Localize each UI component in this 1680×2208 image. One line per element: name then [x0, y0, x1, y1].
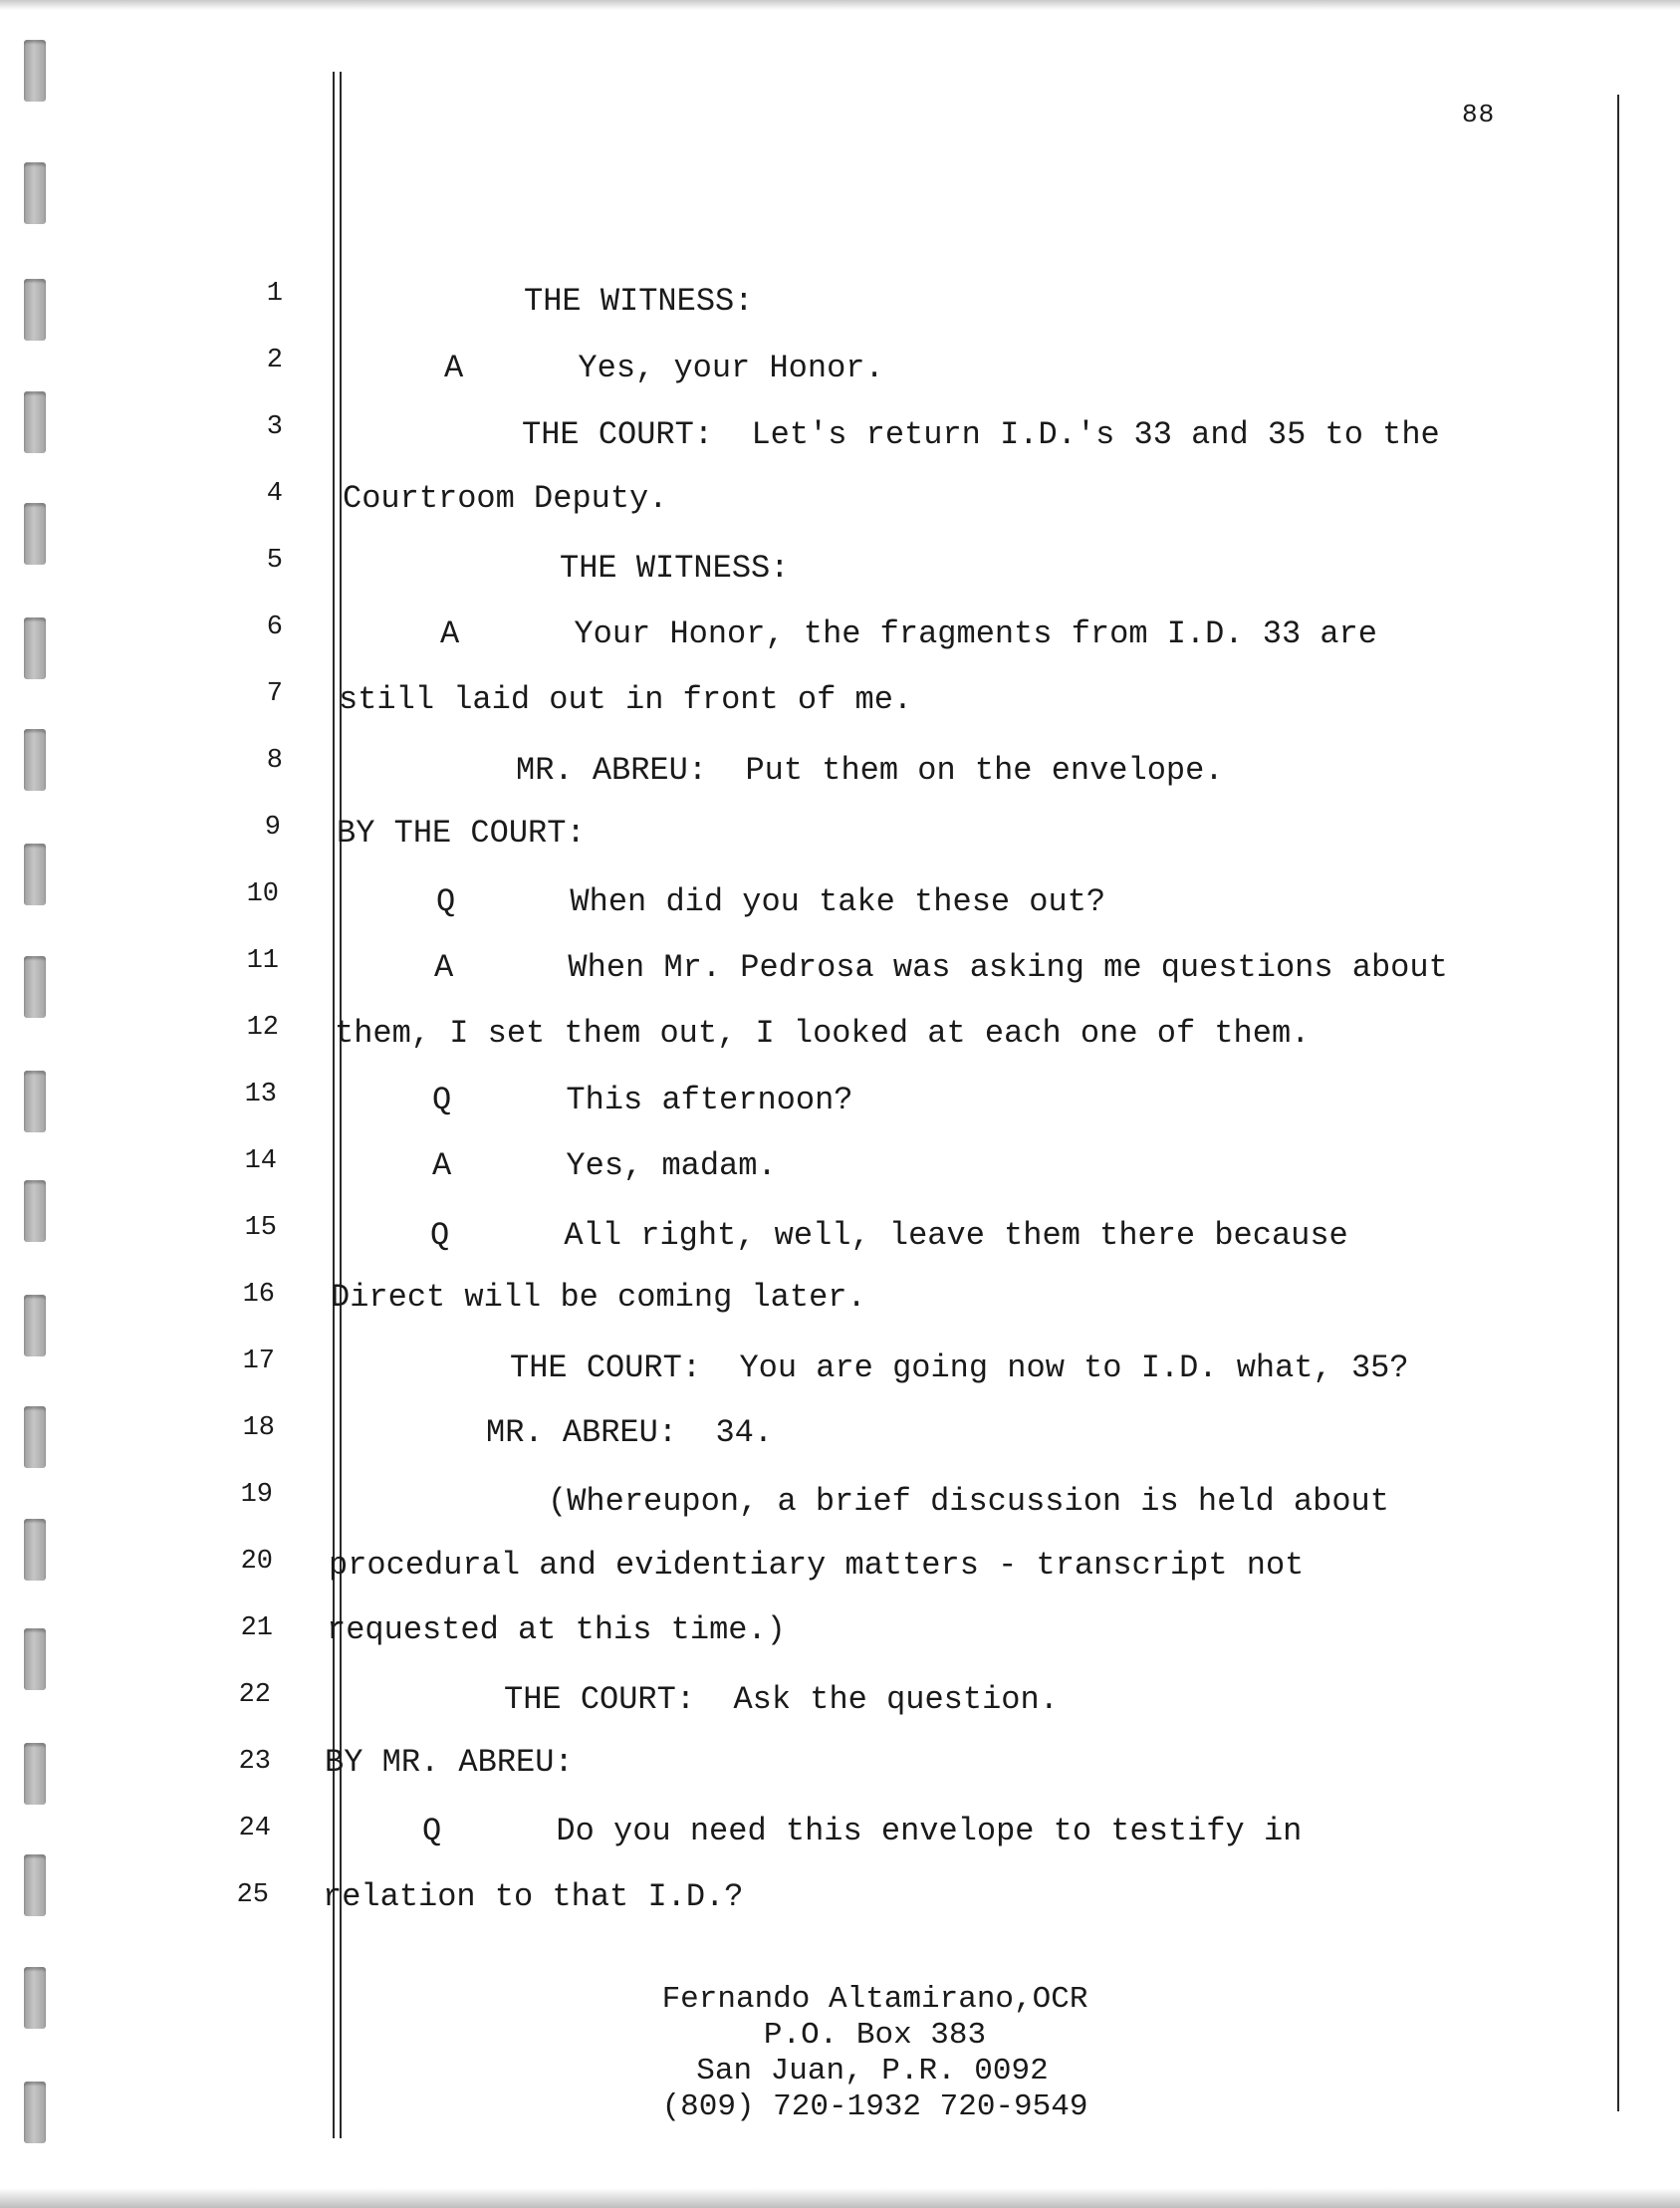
page-bottom-edge: [0, 2188, 1680, 2208]
transcript-line: Q When did you take these out?: [436, 883, 1106, 920]
reporter-city: San Juan, P.R. 0092: [696, 2054, 1049, 2088]
line-number: 24: [238, 1814, 271, 1843]
binder-punch-holes: [24, 0, 46, 2208]
transcript-line: requested at this time.): [327, 1611, 786, 1648]
transcript-line: still laid out in front of me.: [339, 681, 913, 718]
transcript-line: (Whereupon, a brief discussion is held about: [548, 1483, 1389, 1520]
punch-hole: [24, 1180, 46, 1242]
transcript-line: Direct will be coming later.: [331, 1279, 866, 1316]
punch-hole: [24, 1071, 46, 1132]
line-number: 13: [244, 1080, 277, 1109]
punch-hole: [24, 162, 46, 224]
line-number: 7: [266, 679, 283, 709]
punch-hole: [24, 844, 46, 905]
transcript-line: THE COURT: Let's return I.D.'s 33 and 35 to the: [522, 416, 1440, 453]
reporter-po-box: P.O. Box 383: [763, 2018, 987, 2053]
punch-hole: [24, 617, 46, 679]
transcript-line: A When Mr. Pedrosa was asking me questions about: [434, 949, 1448, 986]
punch-hole: [24, 1854, 46, 1916]
punch-hole: [24, 1628, 46, 1690]
punch-hole: [24, 503, 46, 565]
punch-hole: [24, 1295, 46, 1356]
transcript-line: A Yes, madam.: [432, 1147, 777, 1184]
line-number: 15: [244, 1213, 277, 1243]
transcript-line: them, I set them out, I looked at each one of them.: [335, 1015, 1311, 1052]
punch-hole: [24, 1406, 46, 1468]
left-margin-rule: [333, 72, 335, 2138]
line-number: 11: [246, 946, 279, 976]
line-number: 12: [246, 1013, 279, 1043]
line-number: 23: [238, 1747, 271, 1777]
punch-hole: [24, 391, 46, 453]
line-number: 25: [236, 1880, 269, 1910]
punch-hole: [24, 279, 46, 341]
right-margin-rule: [1617, 95, 1619, 2111]
transcript-line: MR. ABREU: 34.: [486, 1414, 774, 1451]
line-number: 18: [242, 1413, 275, 1443]
line-number: 22: [238, 1680, 271, 1710]
line-number: 8: [266, 746, 283, 776]
transcript-line: THE WITNESS:: [524, 283, 754, 320]
transcript-line: Courtroom Deputy.: [343, 480, 668, 517]
transcript-line: A Yes, your Honor.: [444, 350, 884, 386]
line-number: 16: [242, 1280, 275, 1310]
page-number: 88: [1462, 100, 1496, 129]
transcript-line: BY THE COURT:: [337, 815, 586, 852]
transcript-line: Q All right, well, leave them there because: [430, 1217, 1348, 1254]
line-number: 9: [264, 813, 281, 843]
transcript-line: THE COURT: Ask the question.: [504, 1681, 1059, 1718]
reporter-footer: [0, 1982, 1680, 2125]
transcript-line: THE COURT: You are going now to I.D. what, 35?: [510, 1349, 1409, 1386]
line-number: 17: [242, 1347, 275, 1376]
punch-hole: [24, 40, 46, 102]
reporter-name: Fernando Altamirano,OCR: [661, 1982, 1088, 2017]
punch-hole: [24, 956, 46, 1018]
punch-hole: [24, 729, 46, 791]
transcript-line: procedural and evidentiary matters - transcript not: [329, 1547, 1305, 1584]
line-number: 2: [266, 346, 283, 375]
transcript-line: Q Do you need this envelope to testify in: [422, 1813, 1303, 1849]
line-number: 20: [240, 1547, 273, 1577]
line-number: 14: [244, 1146, 277, 1176]
line-number: 21: [240, 1613, 273, 1643]
transcript-line: MR. ABREU: Put them on the envelope.: [516, 752, 1224, 789]
line-number: 3: [266, 412, 283, 442]
line-number: 1: [266, 279, 283, 309]
page-top-edge: [0, 0, 1680, 10]
punch-hole: [24, 1519, 46, 1581]
line-number: 5: [266, 546, 283, 576]
punch-hole: [24, 1743, 46, 1805]
line-number: 10: [246, 879, 279, 909]
transcript-line: relation to that I.D.?: [323, 1878, 744, 1915]
transcript-line: Q This afternoon?: [432, 1082, 853, 1118]
line-number: 6: [266, 613, 283, 642]
transcript-line: A Your Honor, the fragments from I.D. 33 are: [440, 615, 1377, 652]
line-number: 4: [266, 479, 283, 509]
reporter-phones: (809) 720-1932 720-9549: [661, 2089, 1088, 2124]
transcript-line: THE WITNESS:: [560, 550, 790, 587]
transcript-line: BY MR. ABREU:: [325, 1744, 574, 1781]
left-margin-rule-inner: [340, 72, 342, 2138]
line-number: 19: [240, 1480, 273, 1510]
